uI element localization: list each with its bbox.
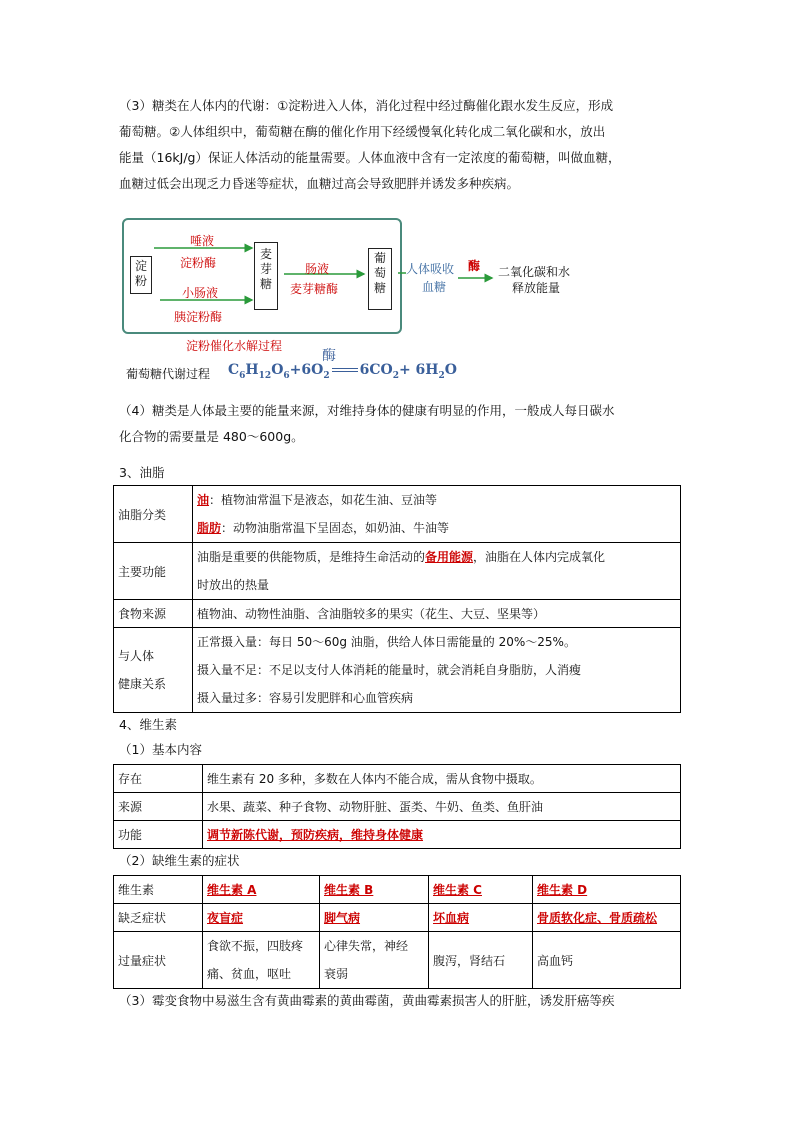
def-row-label: 缺乏症状 xyxy=(114,904,203,932)
vitamin-b: 维生素 B xyxy=(324,883,374,897)
salivary-amylase-label: 淀粉酶 xyxy=(180,256,217,270)
basic-label: 存在 xyxy=(114,765,203,793)
product-line2: 释放能量 xyxy=(512,281,561,295)
def-cell: 高血钙 xyxy=(533,932,681,989)
glucose-box: 葡 萄 糖 xyxy=(368,248,392,310)
deficiency-a: 夜盲症 xyxy=(207,911,244,925)
fats-function-value xyxy=(193,543,681,600)
vitamin-basic-table xyxy=(113,764,681,849)
def-cell xyxy=(533,904,681,932)
basic-value xyxy=(203,821,681,849)
text-line: 葡萄糖。②人体组织中，葡萄糖在酶的催化作用下经缓慢氧化转化成二氧化碳和水，放出 xyxy=(119,124,606,139)
def-cell: 腹泻，肾结石 xyxy=(429,932,533,989)
intestinal-fluid-label: 肠液 xyxy=(305,262,330,276)
formula-enzyme: 酶 xyxy=(322,348,336,364)
function-key: 调节新陈代谢，预防疾病，维持身体健康 xyxy=(207,828,424,842)
metabolism-paragraph xyxy=(119,93,679,197)
excess-b-2: 衰弱 xyxy=(324,967,349,981)
vitamin-a: 维生素 A xyxy=(207,883,257,897)
maltase-label: 麦芽糖酶 xyxy=(290,282,339,296)
text-line: 能量（16kJ/g）保证人体活动的能量需要。人体血液中含有一定浓度的葡萄糖，叫做血糖， xyxy=(119,150,621,165)
blood-sugar-label: 血糖 xyxy=(422,280,447,294)
def-cell xyxy=(203,904,320,932)
def-cell xyxy=(320,904,429,932)
excess-b-1: 心律失常，神经 xyxy=(324,939,409,953)
basic-label: 功能 xyxy=(114,821,203,849)
health-line-1: 正常摄入量：每日 50～60g 油脂，供给人体日需能量的 20%～25%。 xyxy=(197,635,576,649)
starch-hydrolysis-diagram xyxy=(122,218,402,334)
def-header: 维生素 xyxy=(114,876,203,904)
vitamin-c: 维生素 C xyxy=(433,883,482,897)
basic-label: 来源 xyxy=(114,793,203,821)
deficiency-b: 脚气病 xyxy=(324,911,361,925)
subsection-deficiency: （2）缺维生素的症状 xyxy=(119,853,240,868)
fats-health-value xyxy=(193,628,681,713)
def-row-label: 过量症状 xyxy=(114,932,203,989)
enzyme-label: 酶 xyxy=(468,259,481,273)
diagram-caption: 淀粉催化水解过程 xyxy=(186,339,283,353)
pancreatic-amylase-label: 胰淀粉酶 xyxy=(174,310,223,324)
fat-key: 脂肪 xyxy=(197,521,222,535)
text-line: 血糖过低会出现乏力昏迷等症状，血糖过高会导致肥胖并诱发多种疾病。 xyxy=(119,176,520,191)
fats-health-label xyxy=(114,628,193,713)
fats-class-label: 油脂分类 xyxy=(114,486,193,543)
basic-value: 维生素有 20 多种，多数在人体内不能合成，需从食物中摄取。 xyxy=(203,765,681,793)
absorb-arrows xyxy=(398,258,498,288)
text-line: 化合物的需要量是 480～600g。 xyxy=(119,429,304,444)
starch-box: 淀 粉 xyxy=(130,256,152,294)
vitamin-d: 维生素 D xyxy=(537,883,588,897)
fats-food-value: 植物油、动物性油脂、含油脂较多的果实（花生、大豆、坚果等） xyxy=(193,600,681,628)
energy-paragraph xyxy=(119,398,679,450)
absorb-label: 人体吸收 xyxy=(406,262,455,276)
def-cell xyxy=(320,932,429,989)
def-header xyxy=(533,876,681,904)
deficiency-d: 骨质软化症、骨质疏松 xyxy=(537,911,658,925)
def-header xyxy=(203,876,320,904)
health-label-1: 与人体 xyxy=(118,649,155,663)
section-title-vitamins: 4、维生素 xyxy=(119,717,177,732)
basic-value: 水果、蔬菜、种子食物、动物肝脏、蛋类、牛奶、鱼类、鱼肝油 xyxy=(203,793,681,821)
metabolism-label: 葡萄糖代谢过程 xyxy=(126,367,211,381)
section-title-fats: 3、油脂 xyxy=(119,465,165,480)
health-line-3: 摄入量过多：容易引发肥胖和心血管疾病 xyxy=(197,691,414,705)
vitamin-deficiency-table xyxy=(113,875,681,989)
text-line: （4）糖类是人体最主要的能量来源，对维持身体的健康有明显的作用，一般成人每日碳水 xyxy=(119,403,615,418)
text-line: （3）糖类在人体内的代谢：①淀粉进入人体，消化过程中经过酶催化跟水发生反应，形成 xyxy=(119,98,614,113)
product-line1: 二氧化碳和水 xyxy=(498,265,571,279)
def-header xyxy=(320,876,429,904)
saliva-label: 唾液 xyxy=(190,234,215,248)
oil-key: 油 xyxy=(197,493,210,507)
fats-class-value xyxy=(193,486,681,543)
func-key: 备用能源 xyxy=(425,550,474,564)
health-line-2: 摄入量不足：不足以支付人体消耗的能量时，就会消耗自身脂肪，人消瘦 xyxy=(197,663,582,677)
def-header xyxy=(429,876,533,904)
def-cell xyxy=(203,932,320,989)
excess-a-2: 痛、贫血，呕吐 xyxy=(207,967,292,981)
glucose-formula: $C_6H_{12}O_6+6O_2$ $6CO_2+ 6H_2O$ xyxy=(228,362,457,381)
func-line2: 时放出的热量 xyxy=(197,578,270,592)
fats-function-label: 主要功能 xyxy=(114,543,193,600)
func-pre: 油脂是重要的供能物质，是维持生命活动的 xyxy=(197,550,426,564)
func-post: ，油脂在人体内完成氧化 xyxy=(473,550,606,564)
maltose-box: 麦 芽 糖 xyxy=(254,242,278,310)
def-cell xyxy=(429,904,533,932)
health-label-2: 健康关系 xyxy=(118,677,167,691)
deficiency-c: 坏血病 xyxy=(433,911,470,925)
excess-a-1: 食欲不振，四肢疼 xyxy=(207,939,304,953)
fat-text: ：动物油脂常温下呈固态，如奶油、牛油等 xyxy=(221,521,450,535)
fats-table xyxy=(113,485,681,713)
aflatoxin-paragraph xyxy=(119,988,679,1014)
oil-text: ：植物油常温下是液态，如花生油、豆油等 xyxy=(209,493,438,507)
fats-food-label: 食物来源 xyxy=(114,600,193,628)
text-line: （3）霉变食物中易滋生含有黄曲霉素的黄曲霉菌，黄曲霉素损害人的肝脏，诱发肝癌等疾 xyxy=(119,993,615,1008)
subsection-basic: （1）基本内容 xyxy=(119,742,202,757)
intestinal-juice-label: 小肠液 xyxy=(182,286,219,300)
